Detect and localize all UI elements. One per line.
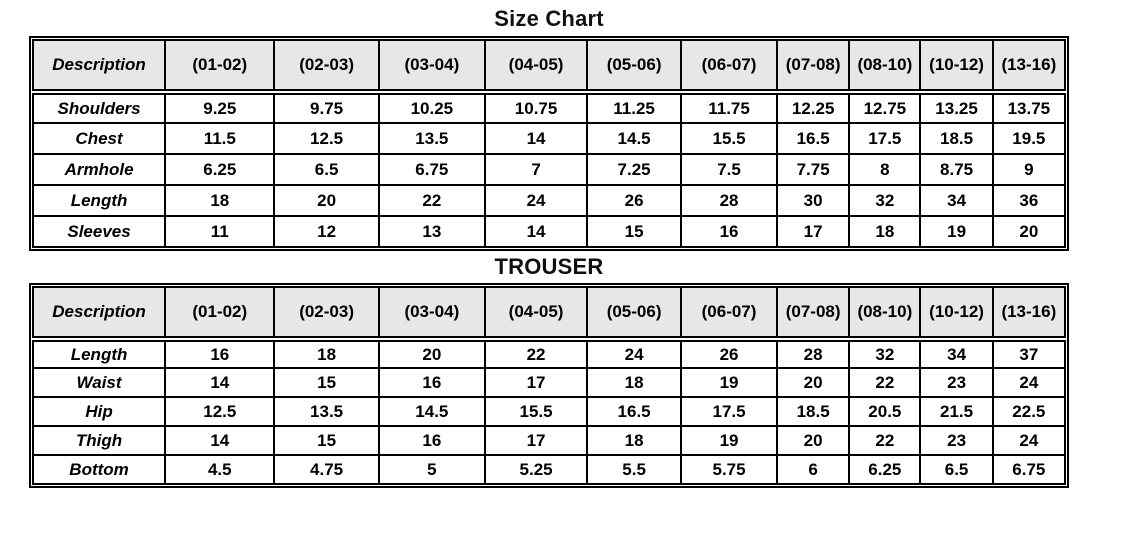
measurement-cell: 5.75: [681, 455, 777, 484]
measurement-cell: 22: [379, 185, 485, 216]
measurement-cell: 24: [587, 339, 681, 368]
measurement-cell: 12.75: [849, 92, 920, 123]
row-label: Sleeves: [33, 216, 165, 247]
size-column-header: (10-12): [920, 287, 992, 339]
measurement-cell: 10.75: [485, 92, 587, 123]
measurement-cell: 23: [920, 426, 992, 455]
size-column-header: (03-04): [379, 40, 485, 92]
measurement-cell: 6.5: [920, 455, 992, 484]
measurement-cell: 22: [849, 368, 920, 397]
size-column-header: (05-06): [587, 40, 681, 92]
measurement-cell: 12.25: [777, 92, 849, 123]
size-column-header: (03-04): [379, 287, 485, 339]
measurement-cell: 16: [379, 368, 485, 397]
row-label: Chest: [33, 123, 165, 154]
size-column-header: (06-07): [681, 287, 777, 339]
table-row: [33, 216, 1065, 247]
row-label: Shoulders: [33, 92, 165, 123]
row-label: Armhole: [33, 154, 165, 185]
size-chart-title: Size Chart: [494, 6, 604, 31]
measurement-cell: 9: [993, 154, 1065, 185]
measurement-cell: 13.75: [993, 92, 1065, 123]
measurement-cell: 8: [849, 154, 920, 185]
table-row: [33, 154, 1065, 185]
measurement-cell: 28: [681, 185, 777, 216]
measurement-cell: 7.75: [777, 154, 849, 185]
size-column-header: (04-05): [485, 40, 587, 92]
measurement-cell: 5: [379, 455, 485, 484]
measurement-cell: 18: [165, 185, 274, 216]
measurement-cell: 13: [379, 216, 485, 247]
measurement-cell: 21.5: [920, 397, 992, 426]
measurement-cell: 17: [485, 368, 587, 397]
measurement-cell: 6.25: [165, 154, 274, 185]
table-row: [33, 397, 1065, 426]
measurement-cell: 17.5: [681, 397, 777, 426]
description-header: Description: [33, 287, 165, 339]
table-row: [33, 426, 1065, 455]
measurement-cell: 13.5: [379, 123, 485, 154]
table-row: [33, 123, 1065, 154]
table-row: [33, 92, 1065, 123]
measurement-cell: 28: [777, 339, 849, 368]
measurement-cell: 14: [165, 368, 274, 397]
measurement-cell: 11.75: [681, 92, 777, 123]
measurement-cell: 10.25: [379, 92, 485, 123]
measurement-cell: 8.75: [920, 154, 992, 185]
measurement-cell: 15: [274, 426, 378, 455]
measurement-cell: 9.75: [274, 92, 378, 123]
header-row: [33, 40, 1065, 92]
trouser-frame: [29, 283, 1069, 488]
size-column-header: (07-08): [777, 40, 849, 92]
size-column-header: (08-10): [849, 287, 920, 339]
row-label: Waist: [33, 368, 165, 397]
measurement-cell: 13.25: [920, 92, 992, 123]
measurement-cell: 14.5: [587, 123, 681, 154]
measurement-cell: 36: [993, 185, 1065, 216]
measurement-cell: 19: [681, 426, 777, 455]
size-column-header: (02-03): [274, 40, 378, 92]
table-row: [33, 455, 1065, 484]
measurement-cell: 16: [681, 216, 777, 247]
measurement-cell: 17: [777, 216, 849, 247]
measurement-cell: 30: [777, 185, 849, 216]
measurement-cell: 26: [681, 339, 777, 368]
measurement-cell: 6: [777, 455, 849, 484]
measurement-cell: 22.5: [993, 397, 1065, 426]
measurement-cell: 16.5: [777, 123, 849, 154]
measurement-cell: 22: [849, 426, 920, 455]
measurement-cell: 7: [485, 154, 587, 185]
measurement-cell: 6.75: [379, 154, 485, 185]
measurement-cell: 18: [274, 339, 378, 368]
size-column-header: (10-12): [920, 40, 992, 92]
measurement-cell: 12: [274, 216, 378, 247]
measurement-cell: 5.25: [485, 455, 587, 484]
size-column-header: (08-10): [849, 40, 920, 92]
measurement-cell: 16: [379, 426, 485, 455]
row-label: Length: [33, 339, 165, 368]
measurement-cell: 20: [777, 426, 849, 455]
size-chart-frame: [29, 36, 1069, 251]
row-label: Length: [33, 185, 165, 216]
measurement-cell: 14: [165, 426, 274, 455]
header-row: [33, 287, 1065, 339]
measurement-cell: 20: [274, 185, 378, 216]
table-row: [33, 368, 1065, 397]
table-row: [33, 339, 1065, 368]
measurement-cell: 18: [587, 426, 681, 455]
trouser-table: [32, 286, 1066, 485]
measurement-cell: 5.5: [587, 455, 681, 484]
measurement-cell: 9.25: [165, 92, 274, 123]
measurement-cell: 32: [849, 339, 920, 368]
measurement-cell: 11.25: [587, 92, 681, 123]
size-column-header: (02-03): [274, 287, 378, 339]
table-row: [33, 185, 1065, 216]
measurement-cell: 32: [849, 185, 920, 216]
measurement-cell: 15.5: [681, 123, 777, 154]
measurement-cell: 24: [993, 368, 1065, 397]
size-column-header: (01-02): [165, 287, 274, 339]
size-column-header: (13-16): [993, 287, 1065, 339]
measurement-cell: 15: [587, 216, 681, 247]
measurement-cell: 11: [165, 216, 274, 247]
row-label: Thigh: [33, 426, 165, 455]
measurement-cell: 17.5: [849, 123, 920, 154]
measurement-cell: 16.5: [587, 397, 681, 426]
measurement-cell: 37: [993, 339, 1065, 368]
measurement-cell: 14.5: [379, 397, 485, 426]
measurement-cell: 22: [485, 339, 587, 368]
measurement-cell: 26: [587, 185, 681, 216]
measurement-cell: 18: [849, 216, 920, 247]
measurement-cell: 24: [993, 426, 1065, 455]
description-header: Description: [33, 40, 165, 92]
size-column-header: (01-02): [165, 40, 274, 92]
measurement-cell: 18.5: [777, 397, 849, 426]
measurement-cell: 19: [681, 368, 777, 397]
measurement-cell: 4.5: [165, 455, 274, 484]
measurement-cell: 14: [485, 123, 587, 154]
measurement-cell: 34: [920, 339, 992, 368]
size-column-header: (06-07): [681, 40, 777, 92]
measurement-cell: 19.5: [993, 123, 1065, 154]
trouser-title: TROUSER: [494, 254, 604, 279]
measurement-cell: 16: [165, 339, 274, 368]
measurement-cell: 6.75: [993, 455, 1065, 484]
row-label: Hip: [33, 397, 165, 426]
measurement-cell: 12.5: [165, 397, 274, 426]
measurement-cell: 13.5: [274, 397, 378, 426]
measurement-cell: 6.5: [274, 154, 378, 185]
size-column-header: (04-05): [485, 287, 587, 339]
measurement-cell: 18: [587, 368, 681, 397]
measurement-cell: 24: [485, 185, 587, 216]
size-column-header: (07-08): [777, 287, 849, 339]
size-column-header: (13-16): [993, 40, 1065, 92]
measurement-cell: 7.5: [681, 154, 777, 185]
measurement-cell: 20: [379, 339, 485, 368]
measurement-cell: 20: [777, 368, 849, 397]
measurement-cell: 11.5: [165, 123, 274, 154]
measurement-cell: 19: [920, 216, 992, 247]
sheet: [29, 4, 1069, 488]
measurement-cell: 7.25: [587, 154, 681, 185]
measurement-cell: 23: [920, 368, 992, 397]
row-label: Bottom: [33, 455, 165, 484]
measurement-cell: 4.75: [274, 455, 378, 484]
measurement-cell: 15.5: [485, 397, 587, 426]
measurement-cell: 12.5: [274, 123, 378, 154]
measurement-cell: 18.5: [920, 123, 992, 154]
measurement-cell: 6.25: [849, 455, 920, 484]
size-chart-table: [32, 39, 1066, 248]
measurement-cell: 20: [993, 216, 1065, 247]
measurement-cell: 34: [920, 185, 992, 216]
measurement-cell: 14: [485, 216, 587, 247]
measurement-cell: 20.5: [849, 397, 920, 426]
size-column-header: (05-06): [587, 287, 681, 339]
measurement-cell: 17: [485, 426, 587, 455]
measurement-cell: 15: [274, 368, 378, 397]
